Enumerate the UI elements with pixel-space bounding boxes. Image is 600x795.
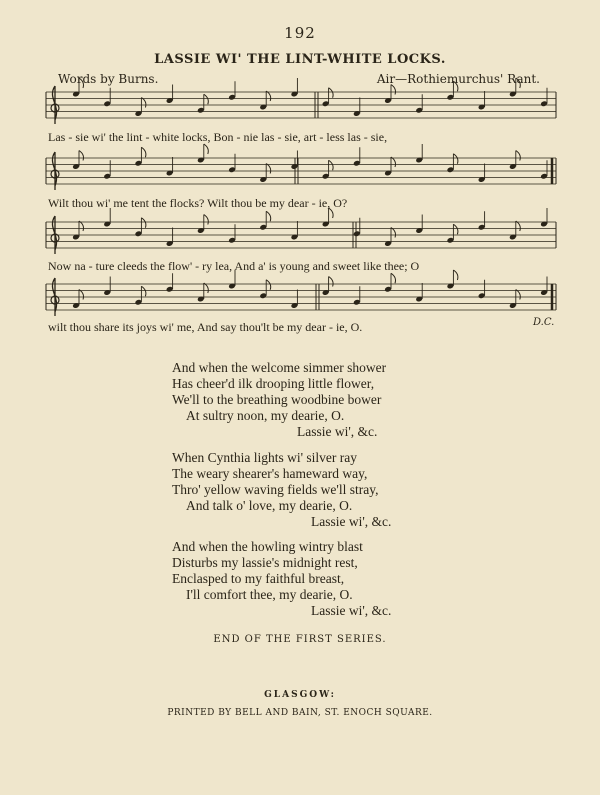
note-head: [415, 296, 423, 303]
treble-clef: [52, 278, 56, 316]
note-head: [353, 110, 361, 117]
note-head: [447, 283, 455, 290]
note-head: [103, 289, 111, 296]
verse-line: When Cynthia lights wi' silver ray: [172, 450, 358, 465]
imprint-printer: PRINTED BY BELL AND BAIN, ST. ENOCH SQUARE.: [167, 708, 433, 718]
note-head: [135, 299, 143, 306]
note-head: [478, 176, 486, 183]
note-head: [353, 160, 361, 167]
note-flag: [391, 85, 396, 95]
note-head: [415, 107, 423, 114]
verse-refrain: Lassie wi', &c.: [311, 603, 392, 618]
verse-line: At sultry noon, my dearie, O.: [186, 408, 345, 423]
note-head: [353, 230, 361, 237]
note-head: [166, 240, 174, 247]
note-head: [259, 104, 267, 111]
note-head: [478, 104, 486, 111]
lyrics-line-2: Wilt thou wi' me tent the flocks? Wilt thou be my dear - ie, O?: [48, 196, 348, 210]
note-flag: [266, 211, 271, 221]
note-flag: [391, 273, 396, 283]
note-head: [228, 237, 236, 244]
note-head: [322, 221, 330, 228]
note-head: [384, 170, 392, 177]
note-flag: [329, 160, 334, 170]
note-flag: [141, 218, 146, 228]
note-flag: [204, 144, 209, 154]
note-head: [228, 166, 236, 173]
note-head: [135, 230, 143, 237]
note-head: [166, 97, 174, 104]
note-head: [478, 224, 486, 231]
note-flag: [141, 286, 146, 296]
verse-line: And when the welcome simmer shower: [172, 360, 387, 375]
note-flag: [79, 290, 84, 300]
verse-line: We'll to the breathing woodbine bower: [172, 392, 382, 407]
verse-line: Has cheer'd ilk drooping little flower,: [172, 376, 375, 391]
note-head: [509, 91, 517, 98]
note-head: [384, 240, 392, 247]
verse-line: And talk o' love, my dearie, O.: [186, 498, 353, 513]
note-head: [72, 91, 80, 98]
note-head: [103, 221, 111, 228]
note-head: [384, 97, 392, 104]
note-flag: [266, 164, 271, 174]
verse-line: Enclasped to my faithful breast,: [172, 571, 345, 586]
note-head: [322, 100, 330, 107]
note-flag: [141, 98, 146, 108]
verse-line: I'll comfort thee, my dearie, O.: [186, 587, 353, 602]
note-flag: [391, 157, 396, 167]
note-flag: [391, 228, 396, 238]
note-head: [228, 283, 236, 290]
note-flag: [266, 91, 271, 101]
note-head: [72, 234, 80, 241]
note-flag: [266, 280, 271, 290]
note-head: [135, 160, 143, 167]
note-head: [291, 234, 299, 241]
treble-clef: [51, 170, 59, 178]
da-capo-mark: D.C.: [533, 317, 555, 328]
verse-line: Disturbs my lassie's midnight rest,: [172, 555, 358, 570]
verse-line: The weary shearer's hameward way,: [172, 466, 368, 481]
note-head: [197, 227, 205, 234]
verse-2: [0, 450, 600, 530]
note-head: [197, 296, 205, 303]
note-head: [415, 157, 423, 164]
note-flag: [141, 147, 146, 157]
imprint-city: GLASGOW:: [264, 690, 336, 700]
note-flag: [453, 154, 458, 164]
note-head: [259, 292, 267, 299]
note-flag: [79, 151, 84, 161]
verse-line: And when the howling wintry blast: [172, 539, 363, 554]
note-head: [447, 166, 455, 173]
note-flag: [204, 215, 209, 225]
note-head: [509, 163, 517, 170]
note-head: [353, 299, 361, 306]
note-head: [72, 163, 80, 170]
note-head: [447, 237, 455, 244]
song-title: LASSIE WI' THE LINT-WHITE LOCKS.: [154, 52, 446, 67]
note-head: [478, 292, 486, 299]
note-head: [197, 107, 205, 114]
note-head: [228, 94, 236, 101]
note-head: [291, 91, 299, 98]
page-number: 192: [284, 24, 316, 42]
note-flag: [516, 290, 521, 300]
treble-clef: [51, 104, 59, 112]
lyrics-line-4: wilt thou share its joys wi' me, And say thou'lt be my dear - ie, O.: [48, 320, 363, 334]
note-flag: [516, 221, 521, 231]
note-head: [509, 302, 517, 309]
note-flag: [453, 224, 458, 234]
verse-1: [0, 360, 600, 440]
note-head: [166, 170, 174, 177]
lyrics-line-3: Now na - ture cleeds the flow' - ry lea, And a' is young and sweet like thee; O: [48, 259, 420, 273]
words-credit: Words by Burns.: [58, 72, 159, 86]
note-head: [166, 286, 174, 293]
note-head: [540, 221, 548, 228]
note-head: [72, 302, 80, 309]
treble-clef: [52, 152, 56, 190]
treble-clef: [52, 86, 56, 124]
note-head: [415, 227, 423, 234]
note-head: [291, 163, 299, 170]
treble-clef: [52, 216, 56, 254]
note-head: [540, 173, 548, 180]
treble-clef: [51, 234, 59, 242]
lyrics-line-1: Las - sie wi' the lint - white locks, Bon - nie las - sie, art - less las - sie,: [48, 130, 388, 144]
verse-refrain: Lassie wi', &c.: [297, 424, 378, 439]
note-flag: [79, 221, 84, 231]
note-head: [447, 94, 455, 101]
air-credit: Air—Rothiemurchus' Rant.: [376, 72, 540, 86]
note-head: [322, 173, 330, 180]
note-head: [259, 224, 267, 231]
note-head: [384, 286, 392, 293]
note-head: [135, 110, 143, 117]
verse-3: [0, 539, 600, 619]
note-head: [540, 100, 548, 107]
note-head: [103, 100, 111, 107]
note-flag: [329, 88, 334, 98]
verse-refrain: Lassie wi', &c.: [311, 514, 392, 529]
note-head: [322, 289, 330, 296]
end-of-series-note: END OF THE FIRST SERIES.: [213, 634, 387, 645]
note-flag: [329, 277, 334, 287]
note-head: [291, 302, 299, 309]
note-flag: [204, 94, 209, 104]
note-flag: [516, 151, 521, 161]
verse-line: Thro' yellow waving fields we'll stray,: [172, 482, 379, 497]
treble-clef: [51, 296, 59, 304]
note-head: [540, 289, 548, 296]
note-flag: [204, 283, 209, 293]
note-head: [197, 157, 205, 164]
note-head: [103, 173, 111, 180]
note-head: [509, 234, 517, 241]
note-head: [259, 176, 267, 183]
